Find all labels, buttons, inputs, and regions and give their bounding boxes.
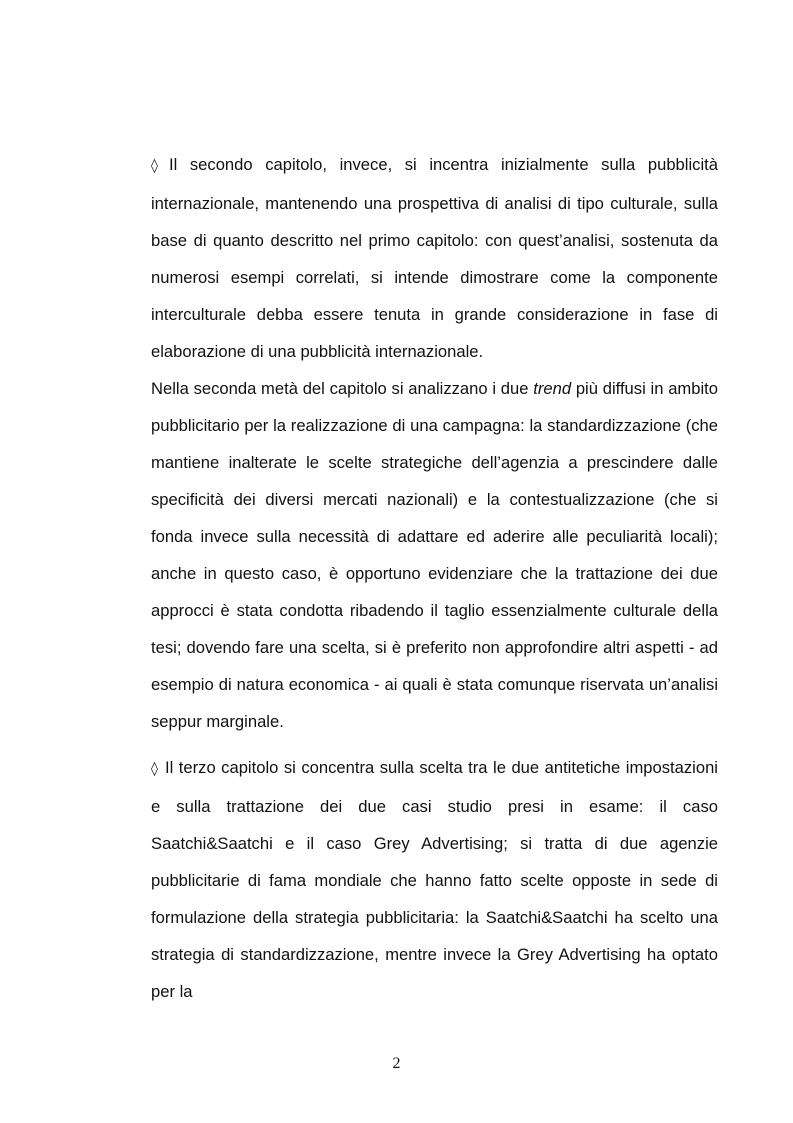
paragraph-trends <box>151 370 718 740</box>
body-text <box>151 146 718 1010</box>
page-number: 2 <box>392 1055 401 1072</box>
paragraph-text-start: Nella seconda metà del capitolo si analizzano i due <box>151 379 534 398</box>
paragraph-text: Il terzo capitolo si concentra sulla scelta tra le due antitetiche impostazioni e sulla trattazione dei due casi studio presi in esame: il caso Saatchi&Saatchi e il caso Grey Advertising; si tratta di due agenzie pubblicitarie di fama mondiale che hanno fatto scelte opposte in sede di formulazione della strategia pubblicitaria: la Saatchi&Saatchi ha scelto una strategia di standardizzazione, mentre invece la Grey Advertising ha optato per la <box>151 758 718 1001</box>
paragraph-text-end: più diffusi in ambito pubblicitario per la realizzazione di una campagna: la standardizzazione (che mantiene inalterate le scelte strategiche dell’agenzia a prescindere dalle specificità dei diversi mercati nazionali) e la contestualizzazione (che si fonda invece sulla necessità di adattare ed aderire alle peculiarità locali); anche in questo caso, è opportuno evidenziare che la trattazione dei due approcci è stata condotta ribadendo il taglio essenzialmente culturale della tesi; dovendo fare una scelta, si è preferito non approfondire altri aspetti - ad esempio di natura economica - ai quali è stata comunque riservata un’analisi seppur marginale. <box>151 379 718 731</box>
paragraph-second-chapter <box>151 146 718 370</box>
paragraph-third-chapter <box>151 749 718 1010</box>
diamond-bullet-icon: ◊ <box>151 761 158 777</box>
paragraph-text: Il secondo capitolo, invece, si incentra inizialmente sulla pubblicità internazionale, mantenendo una prospettiva di analisi di tipo culturale, sulla base di quanto descritto nel primo capitolo: con quest’analisi, sostenuta da numerosi esempi correlati, si intende dimostrare come la componente interculturale debba essere tenuta in grande considerazione in fase di elaborazione di una pubblicità internazionale. <box>151 155 718 361</box>
emphasis-trend: trend <box>533 379 572 398</box>
diamond-bullet-icon: ◊ <box>151 158 158 174</box>
